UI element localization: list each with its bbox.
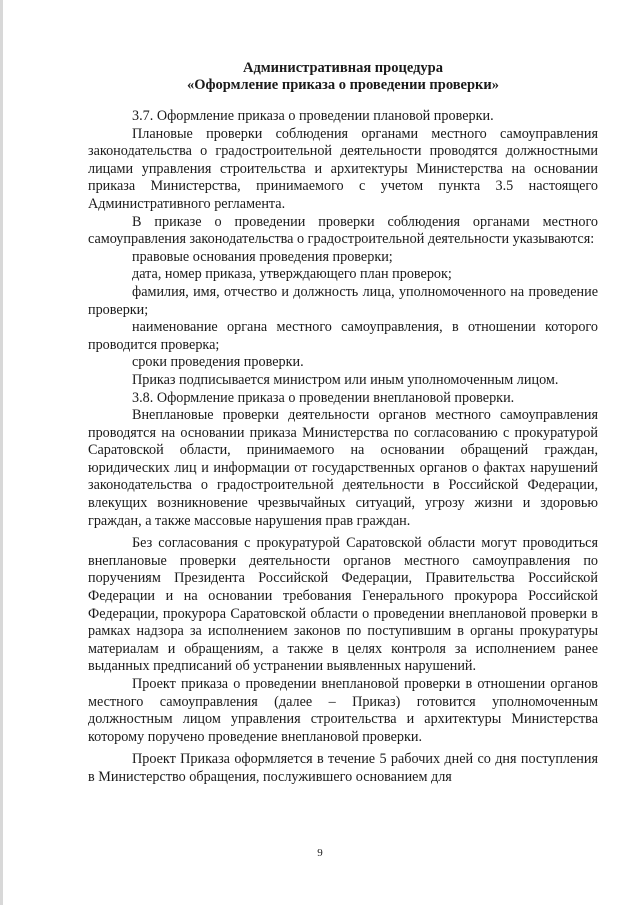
list-item: правовые основания проведения проверки; bbox=[132, 248, 393, 265]
title-line-2: «Оформление приказа о проведении проверки» bbox=[186, 77, 500, 93]
paragraph: Плановые проверки соблюдения органами местного самоуправления законодательства о градостроительной деятельности проводятся должностными лицами управления строительства и архитектуры Министерства на основании приказа Министерства, принимаемого с учетом пункта 3.5 настоящего Административного регламента. bbox=[88, 125, 598, 212]
paragraph: Проект приказа о проведении внеплановой проверки в отношении органов местного самоуправления (далее – Приказ) готовится уполномоченным должностным лицом управления строительства и архитектуры Министерства которому поручено проведение внеплановой проверки. bbox=[88, 676, 598, 745]
page-number: 9 bbox=[317, 847, 323, 859]
paragraph: Внеплановые проверки деятельности органов местного самоуправления проводятся на основании приказа Министерства по согласованию с прокуратурой Саратовской области, принимаемого на основании обращений граждан, юридических лиц и информации от государственных органов о фактах нарушений законодательства о градостроительной деятельности в Российской Федерации, влекущих возникновение чрезвычайных ситуаций, угрозу жизни и здоровью граждан, а также массовые нарушения прав граждан. bbox=[88, 407, 598, 529]
paragraph: Проект Приказа оформляется в течение 5 рабочих дней со дня поступления в Министерство обращения, послужившего основанием для bbox=[88, 751, 598, 785]
paragraph-3-8-heading: 3.8. Оформление приказа о проведении внеплановой проверки. bbox=[132, 389, 515, 406]
paragraph: В приказе о проведении проверки соблюдения органами местного самоуправления законодательства о градостроительной деятельности указываются: bbox=[88, 213, 598, 248]
list-item: дата, номер приказа, утверждающего план проверок; bbox=[132, 266, 452, 283]
list-item: фамилия, имя, отчество и должность лица, уполномоченного на проведение проверки; bbox=[88, 283, 598, 318]
scan-edge bbox=[0, 0, 3, 905]
title-line-1: Административная процедура bbox=[243, 60, 443, 76]
paragraph: Приказ подписывается министром или иным уполномоченным лицом. bbox=[132, 371, 559, 388]
list-item: сроки проведения проверки. bbox=[132, 354, 304, 371]
list-item: наименование органа местного самоуправления, в отношении которого проводится проверка; bbox=[88, 319, 598, 353]
document-title bbox=[88, 60, 598, 94]
document-body bbox=[88, 108, 598, 787]
paragraph-3-7-heading: 3.7. Оформление приказа о проведении плановой проверки. bbox=[132, 108, 494, 124]
paragraph: Без согласования с прокуратурой Саратовской области могут проводиться внеплановые проверки деятельности органов местного самоуправления по поручениям Президента Российской Федерации, Правительства Российской Федерации и на основании требования Генерального прокурора Российской Федерации, прокурора Саратовской области о проведении внеплановой проверки в рамках надзора за исполнением законов по поступившим в органы прокуратуры материалам и обращениям, а также в целях контроля за исполнением ранее выданных предписаний об устранении выявленных нарушений. bbox=[88, 535, 598, 675]
